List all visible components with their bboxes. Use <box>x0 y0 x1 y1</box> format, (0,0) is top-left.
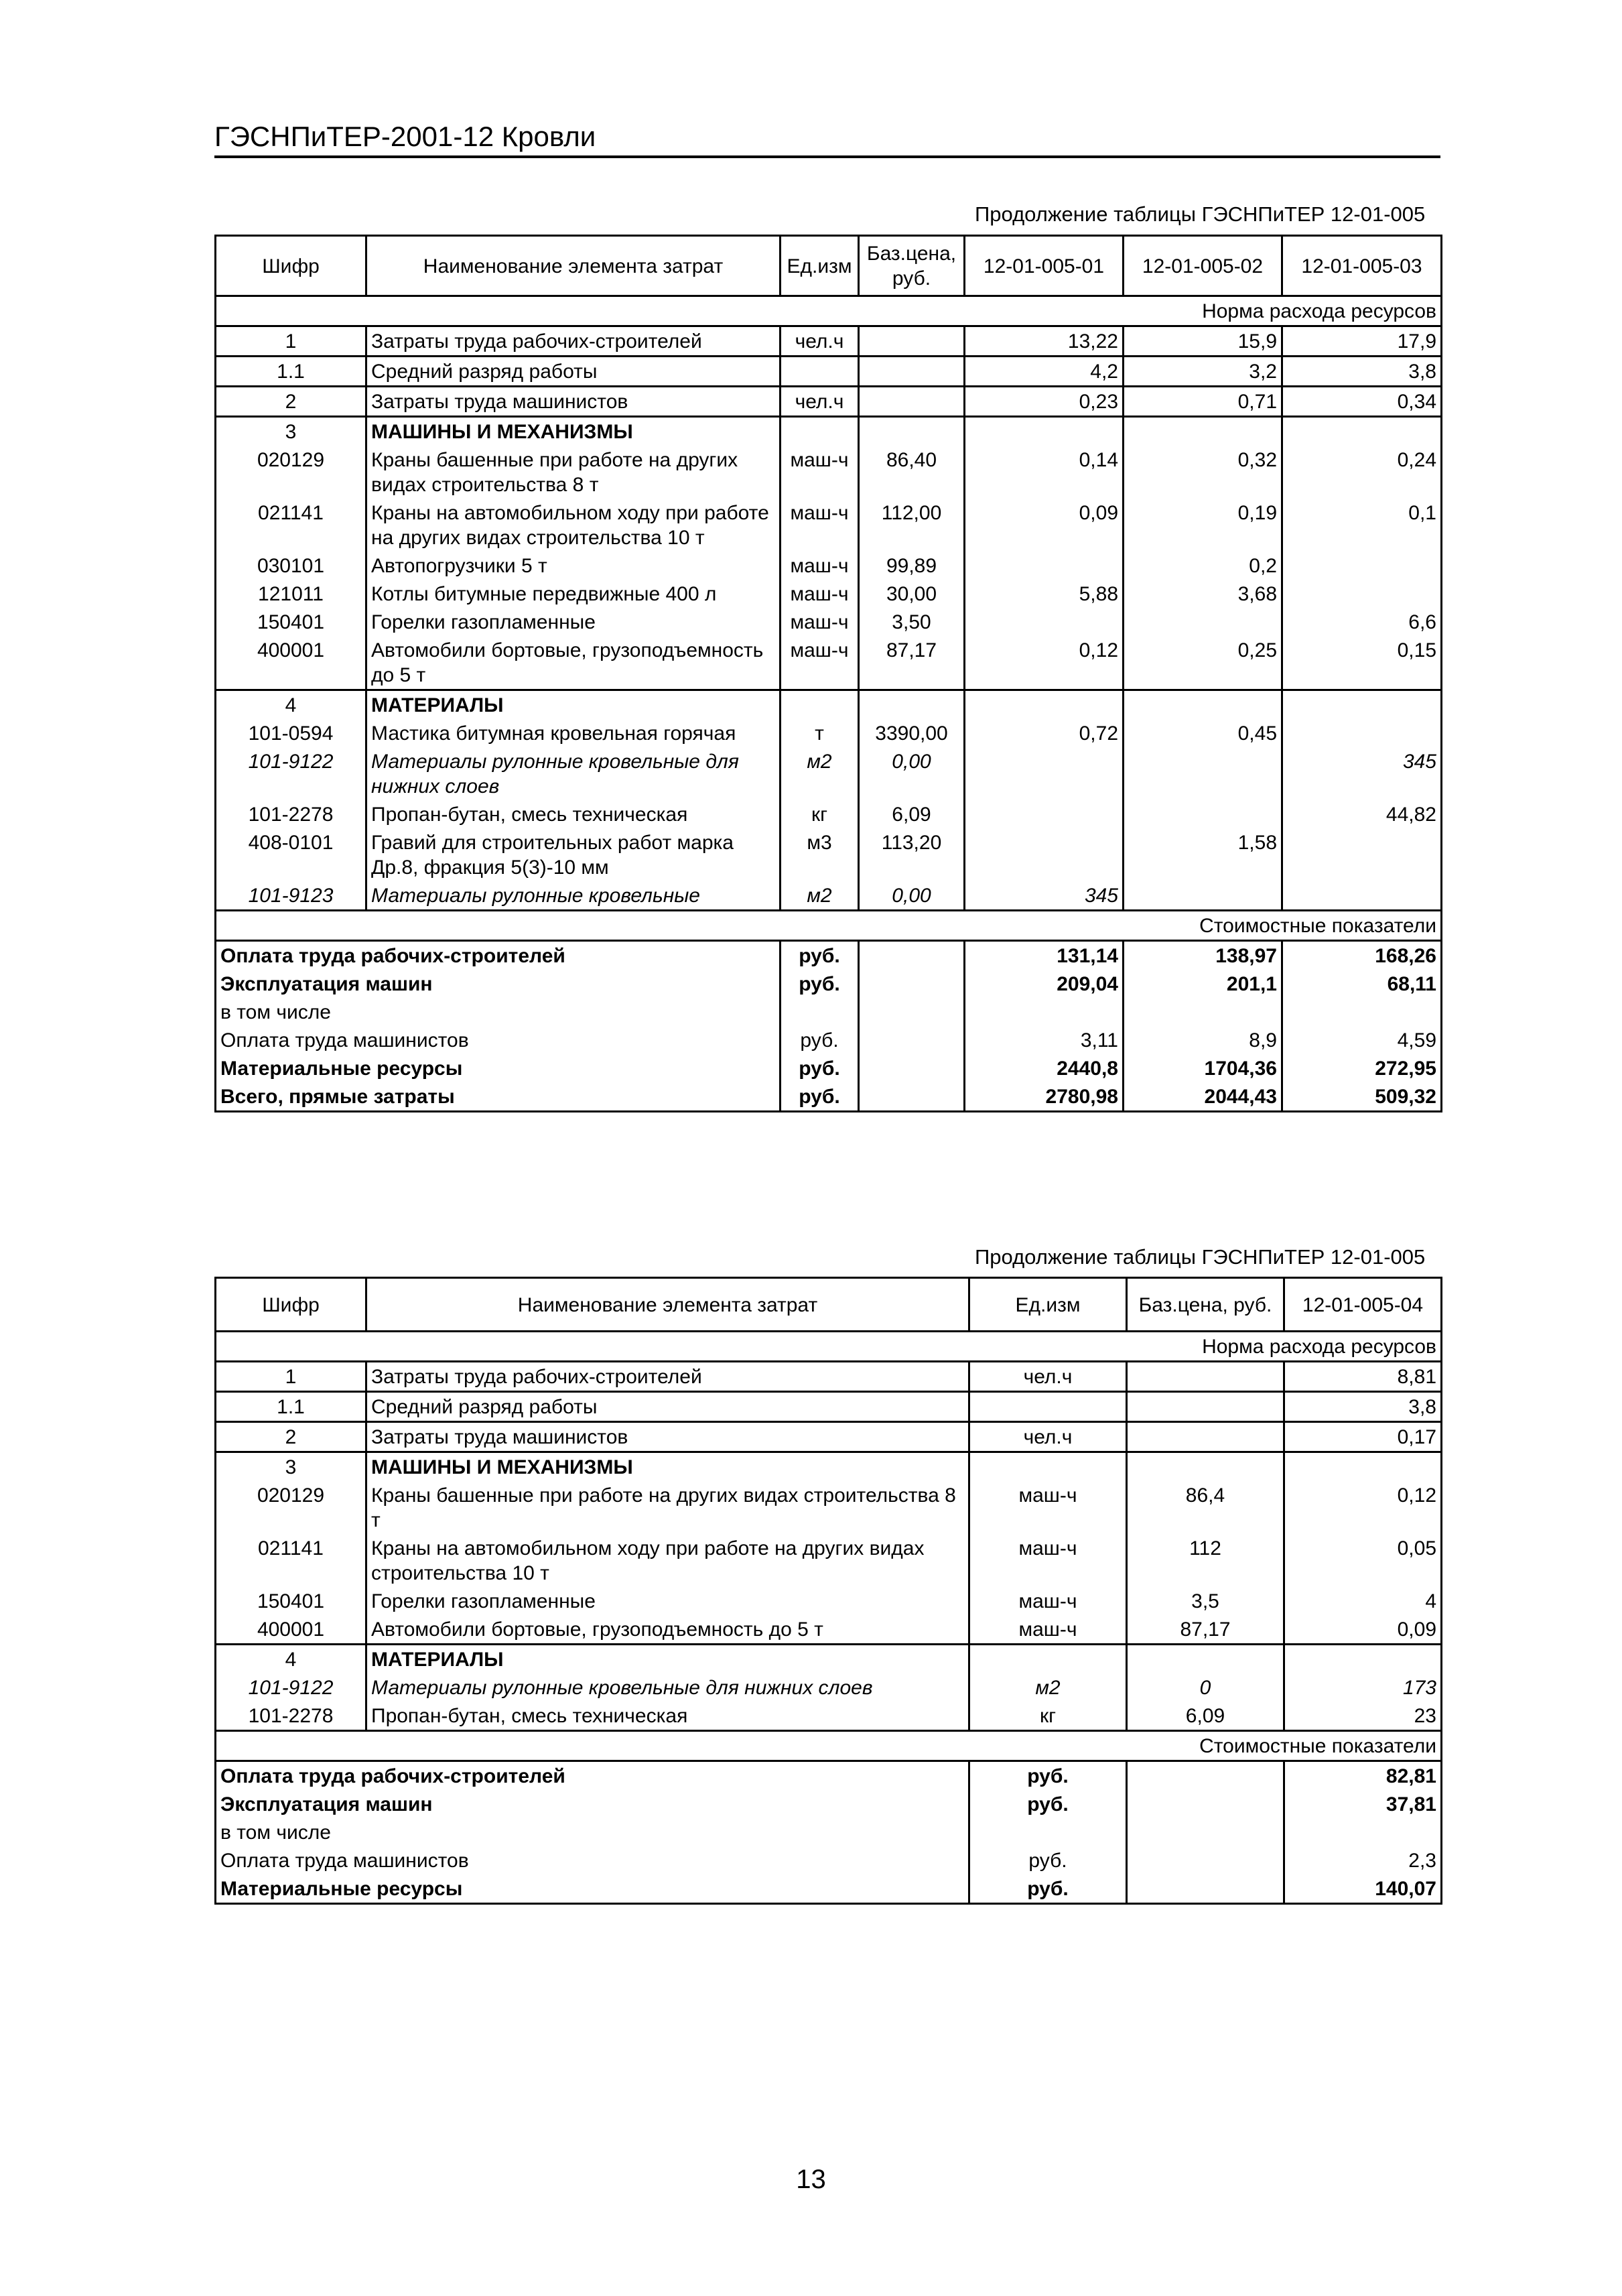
cost-unit: руб. <box>969 1874 1127 1904</box>
section-title: МАТЕРИАЛЫ <box>366 690 781 720</box>
cost-row <box>216 1818 1442 1846</box>
row-code: 021141 <box>216 1534 366 1587</box>
row-unit: маш-ч <box>781 499 859 552</box>
cost-value-1: 2,3 <box>1284 1846 1442 1874</box>
table-row <box>216 446 1442 499</box>
row-value-1: 8,81 <box>1284 1362 1442 1392</box>
row-value-1: 0,72 <box>965 719 1124 747</box>
row-value-3: 3,8 <box>1282 357 1442 387</box>
row-value-2 <box>1124 800 1282 828</box>
row-unit: чел.ч <box>781 326 859 357</box>
table2-header-price: Баз.цена, руб. <box>1127 1278 1284 1332</box>
page-number: 13 <box>796 2165 826 2194</box>
cost-value-1: 82,81 <box>1284 1761 1442 1791</box>
cost-unit: руб. <box>969 1790 1127 1818</box>
row-unit: маш-ч <box>781 608 859 636</box>
table-row <box>216 552 1442 580</box>
row-unit: маш-ч <box>969 1587 1127 1615</box>
row-name: Краны башенные при работе на других видах строительства 8 т <box>366 446 781 499</box>
row-unit: чел.ч <box>969 1362 1127 1392</box>
cost-name: в том числе <box>216 998 781 1026</box>
row-price: 3390,00 <box>859 719 965 747</box>
cost-unit: руб. <box>781 1054 859 1082</box>
cost-value-1: 3,11 <box>965 1026 1124 1054</box>
row-name: Пропан-бутан, смесь техническая <box>366 800 781 828</box>
cost-row <box>216 1846 1442 1874</box>
section-title: МАШИНЫ И МЕХАНИЗМЫ <box>366 417 781 446</box>
row-unit: чел.ч <box>969 1422 1127 1452</box>
row-code: 2 <box>216 387 366 417</box>
cost-row <box>216 1874 1442 1904</box>
row-value-2: 0,71 <box>1124 387 1282 417</box>
row-unit: кг <box>781 800 859 828</box>
table-row <box>216 387 1442 417</box>
row-value-1 <box>965 552 1124 580</box>
row-value-1: 0,14 <box>965 446 1124 499</box>
row-price: 87,17 <box>859 636 965 690</box>
cost-row <box>216 1790 1442 1818</box>
row-price: 3,50 <box>859 608 965 636</box>
row-name: Краны на автомобильном ходу при работе на других видах строительства 10 т <box>366 499 781 552</box>
page-header: ГЭСНПиТЕР-2001-12 Кровли <box>214 119 1440 158</box>
table2-norm-label: Норма расхода ресурсов <box>216 1332 1442 1362</box>
row-name: Автомобили бортовые, грузоподъемность до 5 т <box>366 1615 969 1645</box>
table2-header-code: Шифр <box>216 1278 366 1332</box>
cost-name: Эксплуатация машин <box>216 1790 969 1818</box>
row-unit: чел.ч <box>781 387 859 417</box>
section-row <box>216 417 1442 446</box>
cost-row <box>216 1761 1442 1791</box>
row-name: Средний разряд работы <box>366 1392 969 1422</box>
row-value-3: 0,15 <box>1282 636 1442 690</box>
row-price <box>1127 1422 1284 1452</box>
table2-cost-label: Стоимостные показатели <box>216 1731 1442 1761</box>
table-row <box>216 800 1442 828</box>
table-row <box>216 636 1442 690</box>
row-unit: маш-ч <box>969 1534 1127 1587</box>
row-name: Пропан-бутан, смесь техническая <box>366 1702 969 1731</box>
row-price: 112 <box>1127 1534 1284 1587</box>
row-price: 87,17 <box>1127 1615 1284 1645</box>
row-name: Горелки газопламенные <box>366 608 781 636</box>
row-price <box>1127 1362 1284 1392</box>
row-name: Материалы рулонные кровельные для нижних слоев <box>366 1673 969 1702</box>
row-value-1: 0,05 <box>1284 1534 1442 1587</box>
row-name: Средний разряд работы <box>366 357 781 387</box>
table-row <box>216 326 1442 357</box>
row-price: 113,20 <box>859 828 965 881</box>
row-unit: м3 <box>781 828 859 881</box>
row-code: 101-0594 <box>216 719 366 747</box>
row-value-1: 0,09 <box>965 499 1124 552</box>
table1-norm-label: Норма расхода ресурсов <box>216 296 1442 326</box>
row-price: 86,4 <box>1127 1481 1284 1534</box>
cost-row <box>216 1054 1442 1082</box>
row-price: 0,00 <box>859 747 965 800</box>
row-value-1: 13,22 <box>965 326 1124 357</box>
table-row <box>216 1673 1442 1702</box>
row-name: Горелки газопламенные <box>366 1587 969 1615</box>
row-price: 6,09 <box>859 800 965 828</box>
table-row <box>216 608 1442 636</box>
row-code: 2 <box>216 1422 366 1452</box>
cost-name: Всего, прямые затраты <box>216 1082 781 1112</box>
table1-cost-label: Стоимостные показатели <box>216 911 1442 941</box>
section-row <box>216 690 1442 720</box>
table-row <box>216 499 1442 552</box>
row-code: 101-2278 <box>216 800 366 828</box>
row-price: 30,00 <box>859 580 965 608</box>
row-code: 150401 <box>216 1587 366 1615</box>
table1-caption: Продолжение таблицы ГЭСНПиТЕР 12-01-005 <box>975 202 1426 226</box>
row-value-1 <box>965 800 1124 828</box>
cost-value-1: 37,81 <box>1284 1790 1442 1818</box>
row-value-3: 44,82 <box>1282 800 1442 828</box>
row-price: 3,5 <box>1127 1587 1284 1615</box>
row-price: 112,00 <box>859 499 965 552</box>
row-value-2: 3,68 <box>1124 580 1282 608</box>
row-unit: маш-ч <box>781 636 859 690</box>
row-unit: кг <box>969 1702 1127 1731</box>
row-value-3: 6,6 <box>1282 608 1442 636</box>
row-price: 0,00 <box>859 881 965 911</box>
table2 <box>214 1277 1442 1905</box>
row-unit: маш-ч <box>969 1481 1127 1534</box>
row-value-2: 0,25 <box>1124 636 1282 690</box>
row-name: Затраты труда рабочих-строителей <box>366 326 781 357</box>
table-row <box>216 881 1442 911</box>
row-name: Мастика битумная кровельная горячая <box>366 719 781 747</box>
row-value-3 <box>1282 552 1442 580</box>
section-code: 4 <box>216 1645 366 1674</box>
row-value-2: 0,32 <box>1124 446 1282 499</box>
row-value-3 <box>1282 719 1442 747</box>
table-row <box>216 1422 1442 1452</box>
row-code: 030101 <box>216 552 366 580</box>
row-name: Затраты труда машинистов <box>366 1422 969 1452</box>
row-price <box>859 357 965 387</box>
cost-name: Оплата труда машинистов <box>216 1846 969 1874</box>
cost-name: в том числе <box>216 1818 969 1846</box>
row-value-3: 0,34 <box>1282 387 1442 417</box>
cost-value-1: 2440,8 <box>965 1054 1124 1082</box>
table1 <box>214 235 1442 1112</box>
row-value-3: 345 <box>1282 747 1442 800</box>
row-unit: маш-ч <box>781 580 859 608</box>
table1-header-name: Наименование элемента затрат <box>366 236 781 296</box>
row-unit: м2 <box>781 747 859 800</box>
row-code: 400001 <box>216 1615 366 1645</box>
section-code: 3 <box>216 1452 366 1482</box>
cost-value-2: 138,97 <box>1124 941 1282 970</box>
section-row <box>216 1452 1442 1482</box>
row-value-1: 173 <box>1284 1673 1442 1702</box>
row-value-3 <box>1282 580 1442 608</box>
row-code: 021141 <box>216 499 366 552</box>
cost-value-3: 168,26 <box>1282 941 1442 970</box>
section-code: 3 <box>216 417 366 446</box>
row-value-2: 3,2 <box>1124 357 1282 387</box>
table1-header-price: Баз.цена, руб. <box>859 236 965 296</box>
row-unit: м2 <box>969 1673 1127 1702</box>
row-price <box>859 387 965 417</box>
table-row <box>216 1392 1442 1422</box>
row-name: Краны на автомобильном ходу при работе на других видах строительства 10 т <box>366 1534 969 1587</box>
row-name: Гравий для строительных работ марка Др.8, фракция 5(3)-10 мм <box>366 828 781 881</box>
row-unit: м2 <box>781 881 859 911</box>
row-name: Автомобили бортовые, грузоподъемность до 5 т <box>366 636 781 690</box>
row-name: Автопогрузчики 5 т <box>366 552 781 580</box>
row-value-2: 0,19 <box>1124 499 1282 552</box>
cost-value-3: 4,59 <box>1282 1026 1442 1054</box>
row-value-1: 0,09 <box>1284 1615 1442 1645</box>
row-value-1: 345 <box>965 881 1124 911</box>
row-code: 1 <box>216 1362 366 1392</box>
row-code: 020129 <box>216 1481 366 1534</box>
row-value-3 <box>1282 881 1442 911</box>
row-code: 020129 <box>216 446 366 499</box>
row-price <box>859 326 965 357</box>
row-value-1: 4,2 <box>965 357 1124 387</box>
row-value-2 <box>1124 747 1282 800</box>
row-code: 1.1 <box>216 357 366 387</box>
row-code: 101-9122 <box>216 1673 366 1702</box>
cost-name: Оплата труда рабочих-строителей <box>216 941 781 970</box>
cost-value-3: 272,95 <box>1282 1054 1442 1082</box>
cost-row <box>216 970 1442 998</box>
row-unit: маш-ч <box>781 446 859 499</box>
cost-value-1: 140,07 <box>1284 1874 1442 1904</box>
table-row <box>216 828 1442 881</box>
section-code: 4 <box>216 690 366 720</box>
row-price: 99,89 <box>859 552 965 580</box>
cost-name: Оплата труда машинистов <box>216 1026 781 1054</box>
table2-header-col1: 12-01-005-04 <box>1284 1278 1442 1332</box>
row-price: 6,09 <box>1127 1702 1284 1731</box>
row-code: 150401 <box>216 608 366 636</box>
row-code: 101-9123 <box>216 881 366 911</box>
row-value-1 <box>965 608 1124 636</box>
table2-header-name: Наименование элемента затрат <box>366 1278 969 1332</box>
table-row <box>216 1362 1442 1392</box>
cost-name: Эксплуатация машин <box>216 970 781 998</box>
row-value-3: 0,24 <box>1282 446 1442 499</box>
row-name: Материалы рулонные кровельные <box>366 881 781 911</box>
row-code: 101-9122 <box>216 747 366 800</box>
row-name: Котлы битумные передвижные 400 л <box>366 580 781 608</box>
row-value-1: 5,88 <box>965 580 1124 608</box>
row-value-1: 0,17 <box>1284 1422 1442 1452</box>
row-name: Затраты труда рабочих-строителей <box>366 1362 969 1392</box>
table2-header-unit: Ед.изм <box>969 1278 1127 1332</box>
row-value-2 <box>1124 881 1282 911</box>
row-code: 408-0101 <box>216 828 366 881</box>
row-value-3: 17,9 <box>1282 326 1442 357</box>
cost-value-1: 131,14 <box>965 941 1124 970</box>
row-name: Краны башенные при работе на других видах строительства 8 т <box>366 1481 969 1534</box>
table-row <box>216 719 1442 747</box>
table-row <box>216 1615 1442 1645</box>
row-value-3: 0,1 <box>1282 499 1442 552</box>
cost-value-2: 2044,43 <box>1124 1082 1282 1112</box>
table1-header-col1: 12-01-005-01 <box>965 236 1124 296</box>
row-code: 1 <box>216 326 366 357</box>
table1-header-code: Шифр <box>216 236 366 296</box>
row-code: 400001 <box>216 636 366 690</box>
section-title: МАШИНЫ И МЕХАНИЗМЫ <box>366 1452 969 1482</box>
cost-value-1: 2780,98 <box>965 1082 1124 1112</box>
row-unit <box>781 357 859 387</box>
row-code: 121011 <box>216 580 366 608</box>
table2-caption: Продолжение таблицы ГЭСНПиТЕР 12-01-005 <box>975 1245 1426 1269</box>
row-name: Материалы рулонные кровельные для нижних слоев <box>366 747 781 800</box>
cost-unit: руб. <box>781 1082 859 1112</box>
table-row <box>216 1481 1442 1534</box>
cost-unit: руб. <box>969 1846 1127 1874</box>
cost-unit: руб. <box>781 941 859 970</box>
row-value-2: 1,58 <box>1124 828 1282 881</box>
cost-row <box>216 1082 1442 1112</box>
table-row <box>216 1587 1442 1615</box>
row-value-1 <box>965 747 1124 800</box>
row-value-2: 15,9 <box>1124 326 1282 357</box>
row-unit: т <box>781 719 859 747</box>
cost-value-3: 509,32 <box>1282 1082 1442 1112</box>
cost-value-1: 209,04 <box>965 970 1124 998</box>
row-value-3 <box>1282 828 1442 881</box>
table1-header-unit: Ед.изм <box>781 236 859 296</box>
row-code: 101-2278 <box>216 1702 366 1731</box>
cost-value-2: 8,9 <box>1124 1026 1282 1054</box>
cost-name: Материальные ресурсы <box>216 1874 969 1904</box>
table-row <box>216 1702 1442 1731</box>
cost-unit: руб. <box>781 970 859 998</box>
row-value-1: 0,23 <box>965 387 1124 417</box>
row-price: 86,40 <box>859 446 965 499</box>
section-row <box>216 1645 1442 1674</box>
section-title: МАТЕРИАЛЫ <box>366 1645 969 1674</box>
row-value-1: 3,8 <box>1284 1392 1442 1422</box>
row-value-1 <box>965 828 1124 881</box>
row-value-1: 23 <box>1284 1702 1442 1731</box>
table1-header-col2: 12-01-005-02 <box>1124 236 1282 296</box>
row-value-2: 0,45 <box>1124 719 1282 747</box>
cost-row <box>216 1026 1442 1054</box>
cost-name: Оплата труда рабочих-строителей <box>216 1761 969 1791</box>
cost-value-2: 201,1 <box>1124 970 1282 998</box>
cost-value-2: 1704,36 <box>1124 1054 1282 1082</box>
row-unit <box>969 1392 1127 1422</box>
table-row <box>216 747 1442 800</box>
row-value-1: 0,12 <box>1284 1481 1442 1534</box>
cost-row <box>216 941 1442 970</box>
row-unit: маш-ч <box>781 552 859 580</box>
row-value-1: 4 <box>1284 1587 1442 1615</box>
cost-value-3: 68,11 <box>1282 970 1442 998</box>
cost-name: Материальные ресурсы <box>216 1054 781 1082</box>
row-value-2: 0,2 <box>1124 552 1282 580</box>
table-row <box>216 357 1442 387</box>
cost-unit: руб. <box>969 1761 1127 1791</box>
row-value-2 <box>1124 608 1282 636</box>
table1-header-col3: 12-01-005-03 <box>1282 236 1442 296</box>
table-row <box>216 1534 1442 1587</box>
table-row <box>216 580 1442 608</box>
row-name: Затраты труда машинистов <box>366 387 781 417</box>
row-price <box>1127 1392 1284 1422</box>
cost-row <box>216 998 1442 1026</box>
row-price: 0 <box>1127 1673 1284 1702</box>
row-code: 1.1 <box>216 1392 366 1422</box>
row-value-1: 0,12 <box>965 636 1124 690</box>
cost-unit: руб. <box>781 1026 859 1054</box>
row-unit: маш-ч <box>969 1615 1127 1645</box>
